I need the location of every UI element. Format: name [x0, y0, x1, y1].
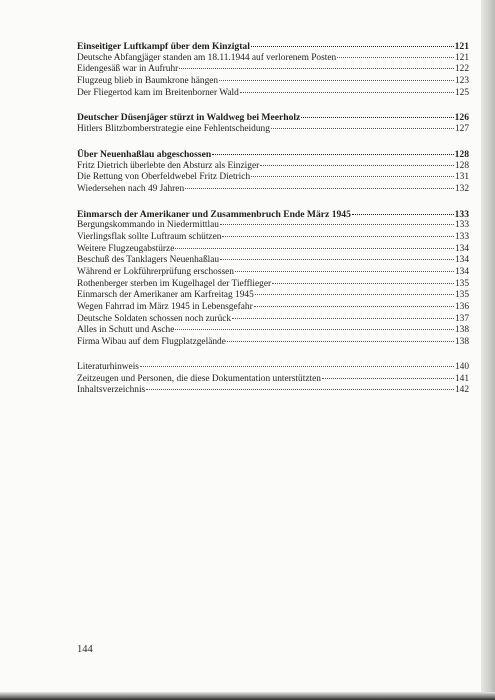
toc-entry-page: 138	[454, 325, 469, 336]
toc-entry-page: 121	[454, 41, 469, 52]
toc-entry	[77, 255, 469, 267]
toc-entry-title: Vierlingsflak sollte Luftraum schützen	[77, 231, 222, 242]
toc-entry-title: Flugzeug blieb in Baumkrone hängen	[77, 76, 219, 87]
dot-leader	[220, 259, 454, 260]
dot-leader	[175, 248, 454, 249]
dot-leader	[140, 366, 454, 367]
toc-entry-page: 135	[454, 290, 469, 301]
toc-entry-title: Deutscher Düsenjäger stürzt in Waldweg bei Meerholz	[77, 112, 301, 124]
toc-entry-page: 138	[454, 337, 469, 348]
toc-entry-page: 134	[454, 255, 469, 266]
toc-entry	[77, 244, 469, 256]
toc-entry	[77, 302, 469, 314]
dot-leader	[179, 68, 454, 69]
toc-entry-page: 131	[454, 172, 469, 183]
toc-entry-title: Bergungskommando in Niedermittlau	[77, 220, 219, 231]
dot-leader	[251, 46, 454, 47]
toc-entry-page: 133	[454, 208, 469, 220]
toc-section-heading	[77, 41, 469, 53]
dot-leader	[175, 329, 454, 330]
toc-entry	[77, 220, 469, 232]
toc-entry-title: Zeitzeugen und Personen, die diese Dokumentation unterstützten	[77, 373, 321, 384]
toc-entry	[77, 53, 469, 65]
dot-leader	[322, 378, 454, 379]
toc-entry-page: 141	[454, 373, 469, 384]
dot-leader	[240, 92, 454, 93]
toc-entry-page: 126	[454, 112, 469, 124]
toc-entry-title: Einmarsch der Amerikaner und Zusammenbruch Ende März 1945	[77, 208, 351, 220]
toc-entry-title: Einmarsch der Amerikaner am Karfreitag 1945	[77, 290, 254, 301]
toc-entry-page: 132	[454, 183, 469, 194]
toc-entry-page: 134	[454, 267, 469, 277]
toc-entry	[77, 337, 469, 349]
toc-entry-page: 123	[454, 76, 469, 87]
toc-entry	[77, 325, 469, 337]
dot-leader	[260, 165, 454, 166]
toc-entry-page: 135	[454, 278, 469, 289]
dot-leader	[337, 57, 454, 58]
toc-entry-title: Rothenberger sterben im Kugelhagel der Tiefflieger	[77, 278, 272, 289]
dot-leader	[271, 128, 454, 129]
dot-leader	[254, 306, 454, 307]
dot-leader	[235, 271, 454, 272]
dot-leader	[232, 318, 454, 319]
toc-entry	[77, 279, 469, 291]
toc-entry	[77, 290, 469, 302]
dot-leader	[227, 341, 454, 342]
toc-entry	[77, 76, 469, 88]
toc-entry-page: 133	[454, 231, 469, 242]
toc-entry	[77, 374, 469, 386]
toc-entry-title: Deutsche Soldaten schossen noch zurück	[77, 313, 232, 324]
dot-leader	[301, 117, 453, 118]
toc-group	[77, 362, 469, 397]
toc-entry-title: Der Fliegertod kam im Breitenborner Wald	[77, 87, 239, 98]
toc-entry-page: 133	[454, 220, 469, 231]
toc-group	[77, 209, 469, 349]
toc-entry-title: Wegen Fahrrad im März 1945 in Lebensgefahr	[77, 302, 253, 313]
toc-entry	[77, 124, 469, 136]
dot-leader	[220, 224, 454, 225]
toc-entry-page: 125	[454, 87, 469, 98]
dot-leader	[146, 389, 454, 390]
toc-entry-page: 134	[454, 243, 469, 254]
toc-entry-page: 121	[454, 52, 469, 63]
dot-leader	[185, 188, 454, 189]
toc-entry-title: Weitere Flugzeugabstürze	[77, 243, 175, 254]
toc-entry	[77, 161, 469, 173]
toc-entry-title: Die Rettung von Oberfeldwebel Fritz Dietrich	[77, 172, 251, 183]
toc-entry-page: 137	[454, 313, 469, 324]
dot-leader	[251, 176, 454, 177]
toc-entry	[77, 232, 469, 244]
table-of-contents	[77, 41, 469, 410]
toc-entry-page: 127	[454, 124, 469, 135]
toc-entry-title: Alles in Schutt und Asche	[77, 325, 175, 336]
toc-entry-page: 128	[454, 160, 469, 171]
toc-entry	[77, 267, 469, 279]
toc-entry-page: 142	[454, 385, 469, 396]
toc-entry	[77, 314, 469, 326]
page-number: 144	[77, 644, 93, 655]
toc-entry-title: Einseitiger Luftkampf über dem Kinzigtal	[77, 41, 250, 52]
toc-entry-title: Literaturhinweis	[77, 361, 139, 372]
toc-entry	[77, 362, 469, 374]
page-edge-right	[481, 0, 495, 700]
toc-entry-page: 128	[454, 148, 469, 160]
toc-entry-title: Während er Lokführerprüfung erschossen	[77, 267, 234, 277]
toc-entry-page: 140	[454, 361, 469, 372]
dot-leader	[272, 283, 454, 284]
toc-entry-title: Eidengesäß war in Aufruhr	[77, 64, 179, 75]
toc-group	[77, 41, 469, 99]
toc-entry-title: Fritz Dietrich überlebte den Absturz als Einziger	[77, 160, 260, 171]
toc-entry-title: Deutsche Abfangjäger standen am 18.11.1944 auf verlorenem Posten	[77, 52, 337, 63]
toc-entry-page: 122	[454, 64, 469, 75]
toc-entry	[77, 385, 469, 397]
page-edge-bottom	[0, 692, 495, 700]
toc-entry-title: Beschuß des Tanklagers Neuenhaßlau	[77, 255, 220, 266]
toc-entry	[77, 184, 469, 196]
toc-group	[77, 112, 469, 135]
toc-entry-title: Hitlers Blitzbomberstrategie eine Fehlentscheidung	[77, 124, 270, 135]
toc-entry-title: Inhaltsverzeichnis	[77, 385, 146, 396]
toc-section-heading	[77, 149, 469, 161]
dot-leader	[212, 154, 453, 155]
toc-entry	[77, 64, 469, 76]
dot-leader	[352, 214, 454, 215]
toc-group	[77, 149, 469, 196]
toc-entry-title: Firma Wibau auf dem Flugplatzgelände	[77, 337, 226, 348]
toc-entry-title: Wiedersehen nach 49 Jahren	[77, 183, 185, 194]
dot-leader	[219, 80, 454, 81]
toc-entry-title: Über Neuenhaßlau abgeschossen	[77, 148, 212, 160]
toc-entry	[77, 88, 469, 100]
toc-section-heading	[77, 112, 469, 124]
toc-entry	[77, 172, 469, 184]
dot-leader	[255, 294, 454, 295]
dot-leader	[222, 236, 453, 237]
toc-section-heading	[77, 209, 469, 221]
toc-entry-page: 136	[454, 302, 469, 313]
